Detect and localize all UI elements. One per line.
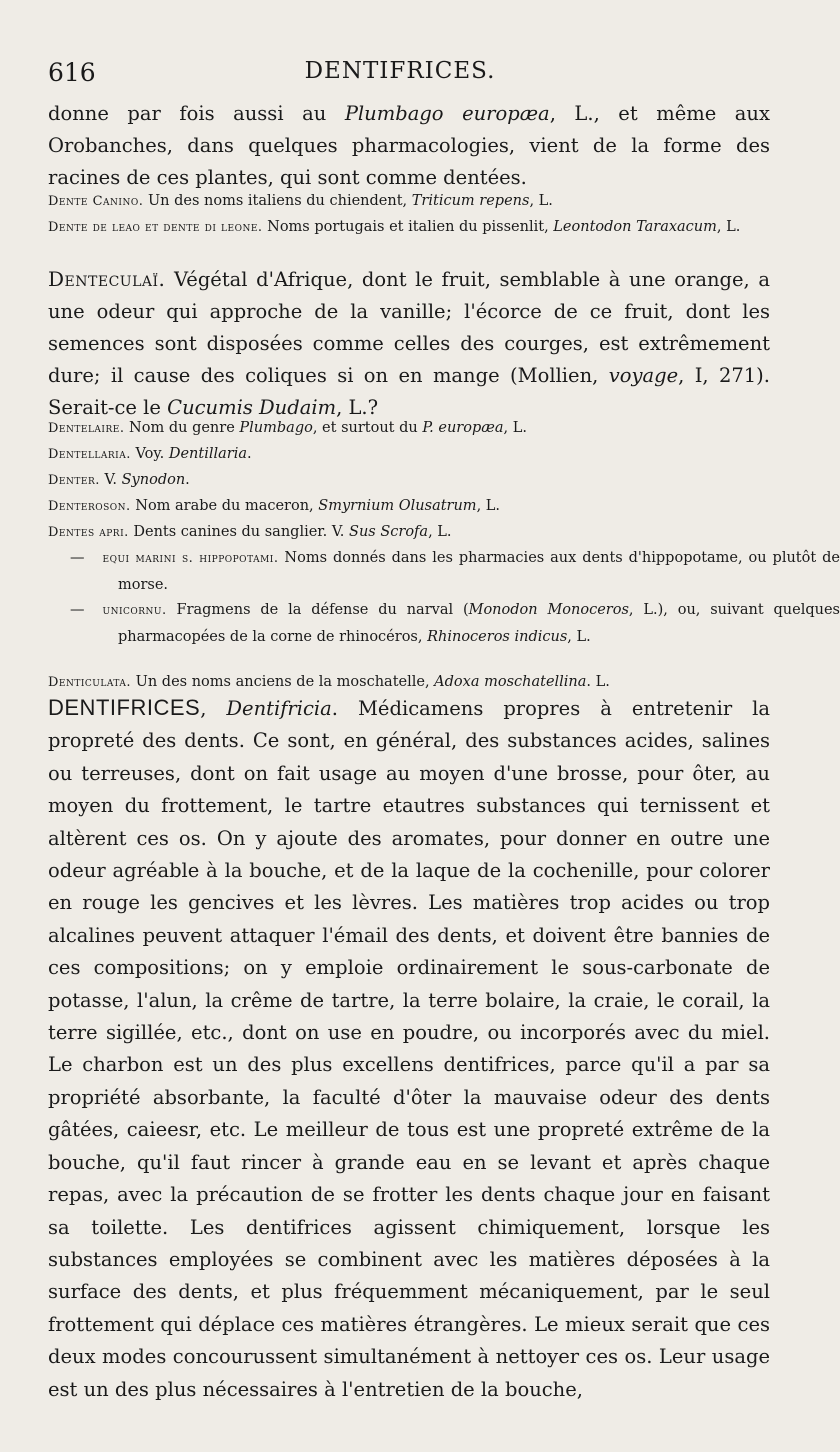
entry-headword: Dentelaire.: [48, 421, 125, 436]
entry-headword: Denteculaï.: [48, 267, 166, 291]
continuation-paragraph: donne par fois aussi au Plumbago europæa, L., et même aux Orobanches, dans quelques pharmacologies, vient de la forme des racines de ces plantes, qui sont comme dentées.: [48, 102, 770, 189]
entry-dentellaria: Dentellaria. Voy. Dentillaria.: [48, 446, 252, 462]
entry-headword: Denteroson.: [48, 499, 131, 514]
main-headword: DENTIFRICES: [48, 695, 201, 720]
page-header: [0, 52, 800, 92]
entry-dentelaire: Dentelaire. Nom du genre Plumbago, et surtout du P. europæa, L.: [48, 420, 527, 436]
entry-unicornu: — unicornu. Fragmens de la défense du narval (Monodon Monoceros, L.), ou, suivant quelques pharmacopées de la corne de rhinocéros, Rhinoceros indicus, L.: [70, 602, 840, 645]
entry-denter: Denter. V. Synodon.: [48, 472, 190, 488]
entry-dente-de-leao: Dente de leao et dente di leone. Noms portugais et italien du pissenlit, Leontodon Taraxacum, L.: [48, 219, 741, 235]
entry-headword: Denter.: [48, 473, 100, 488]
dash-mark: —: [70, 602, 85, 618]
entry-denticulata: Denticulata. Un des noms anciens de la moschatelle, Adoxa moschatellina. L.: [48, 674, 610, 690]
entry-headword: Denticulata.: [48, 675, 132, 690]
page-number: 616: [48, 58, 96, 87]
entry-headword: Dentellaria.: [48, 447, 131, 462]
main-article: DENTIFRICES, Dentifricia. Médicamens propres à entretenir la propreté des dents. Ce sont, en général, des substances acides, salines ou terreuses, dont on fait usage au moyen d'une brosse, pour ôter, au moyen du frottement, le tartre etautres substances qui ternissent et altèrent ces os. On y ajoute des aromates, pour donner en outre une odeur agréable à la bouche, et de la laque de la cochenille, pour colorer en rouge les gencives et les lèvres. Les matières trop acides ou trop alcalines peuvent attaquer l'émail des dents, et doivent être bannies de ces compositions; on y emploie ordinairement le sous-carbonate de potasse, l'alun, la crême de tartre, la terre bolaire, la craie, le corail, la terre sigillée, etc., dont on use en poudre, ou incorporés avec du miel. Le charbon est un des plus excellens dentifrices, parce qu'il a par sa propriété absorbante, la faculté d'ôter la mauvaise odeur des dents gâtées, caieesr, etc. Le meilleur de tous est une propreté extrême de la bouche, qu'il faut rincer à grande eau en se levant et après chaque repas, avec la précaution de se frotter les dents chaque jour en faisant sa toilette. Les dentifrices agissent chimiquement, lorsque les substances employées se combinent avec les matières déposées à la surface des dents, et plus fréquemment mécaniquement, par le seul frottement qui déplace ces matières étrangères. Le mieux serait que ces deux modes concourussent simultanément à nettoyer ces os. Leur usage est un des plus nécessaires à l'entretien de la bouche,: [48, 695, 770, 1401]
entry-denteculai: Denteculaï. Végétal d'Afrique, dont le fruit, semblable à une orange, a une odeur qui approche de la vanille; l'écorce de ce fruit, dont les semences sont disposées comme celles des courges, est extrêmement dure; il cause des coliques si on en mange (Mollien, voyage, I, 271). Serait-ce le Cucumis Dudaim, L.?: [48, 267, 770, 419]
entry-dentes-apri: Dentes apri. Dents canines du sanglier. V. Sus Scrofa, L.: [48, 524, 452, 540]
entry-headword: Dente de leao et dente di leone.: [48, 220, 263, 235]
entry-headword: unicornu.: [102, 603, 167, 618]
taxon-name: Plumbago europæa: [344, 102, 550, 125]
entry-headword: equi marini s. hippopotami.: [102, 551, 279, 566]
entry-headword: Dentes apri.: [48, 525, 129, 540]
article-body: . Médicamens propres à entretenir la propreté des dents. Ce sont, en général, des substances acides, salines ou terreuses, dont on fait usage au moyen d'une brosse, pour ôter, au moyen du frottement, le tartre etautres substances qui ternissent et altèrent ces os. On y ajoute des aromates, pour donner en outre une odeur agréable à la bouche, et de la laque de la cochenille, pour colorer en rouge les gencives et les lèvres. Les matières trop acides ou trop alcalines peuvent attaquer l'émail des dents, et doivent être bannies de ces compositions; on y emploie ordinairement le sous-carbonate de potasse, l'alun, la crême de tartre, la terre bolaire, la craie, le corail, la terre sigillée, etc., dont on use en poudre, ou incorporés avec du miel. Le charbon est un des plus excellens dentifrices, parce qu'il a par sa propriété absorbante, la faculté d'ôter la mauvaise odeur des dents gâtées, caieesr, etc. Le meilleur de tous est une propreté extrême de la bouche, qu'il faut rincer à grande eau en se levant et après chaque repas, avec la précaution de se frotter les dents chaque jour en faisant sa toilette. Les dentifrices agissent chimiquement, lorsque les substances employées se combinent avec les matières déposées à la surface des dents, et plus fréquemment mécaniquement, par le seul frottement qui déplace ces matières étrangères. Le mieux serait que ces deux modes concourussent simultanément à nettoyer ces os. Leur usage est un des plus nécessaires à l'entretien de la bouche,: [48, 697, 770, 1401]
entry-dente-canino: Dente Canino. Un des noms italiens du chiendent, Triticum repens, L.: [48, 193, 553, 209]
latin-name: Dentifricia: [226, 697, 332, 720]
entry-headword: Dente Canino.: [48, 194, 144, 209]
running-title: DENTIFRICES.: [304, 58, 496, 84]
entry-equi-marini: — equi marini s. hippopotami. Noms donnés dans les pharmacies aux dents d'hippopotame, ou plutôt de morse.: [70, 550, 840, 593]
entry-denteroson: Denteroson. Nom arabe du maceron, Smyrnium Olusatrum, L.: [48, 498, 501, 514]
dash-mark: —: [70, 550, 85, 566]
